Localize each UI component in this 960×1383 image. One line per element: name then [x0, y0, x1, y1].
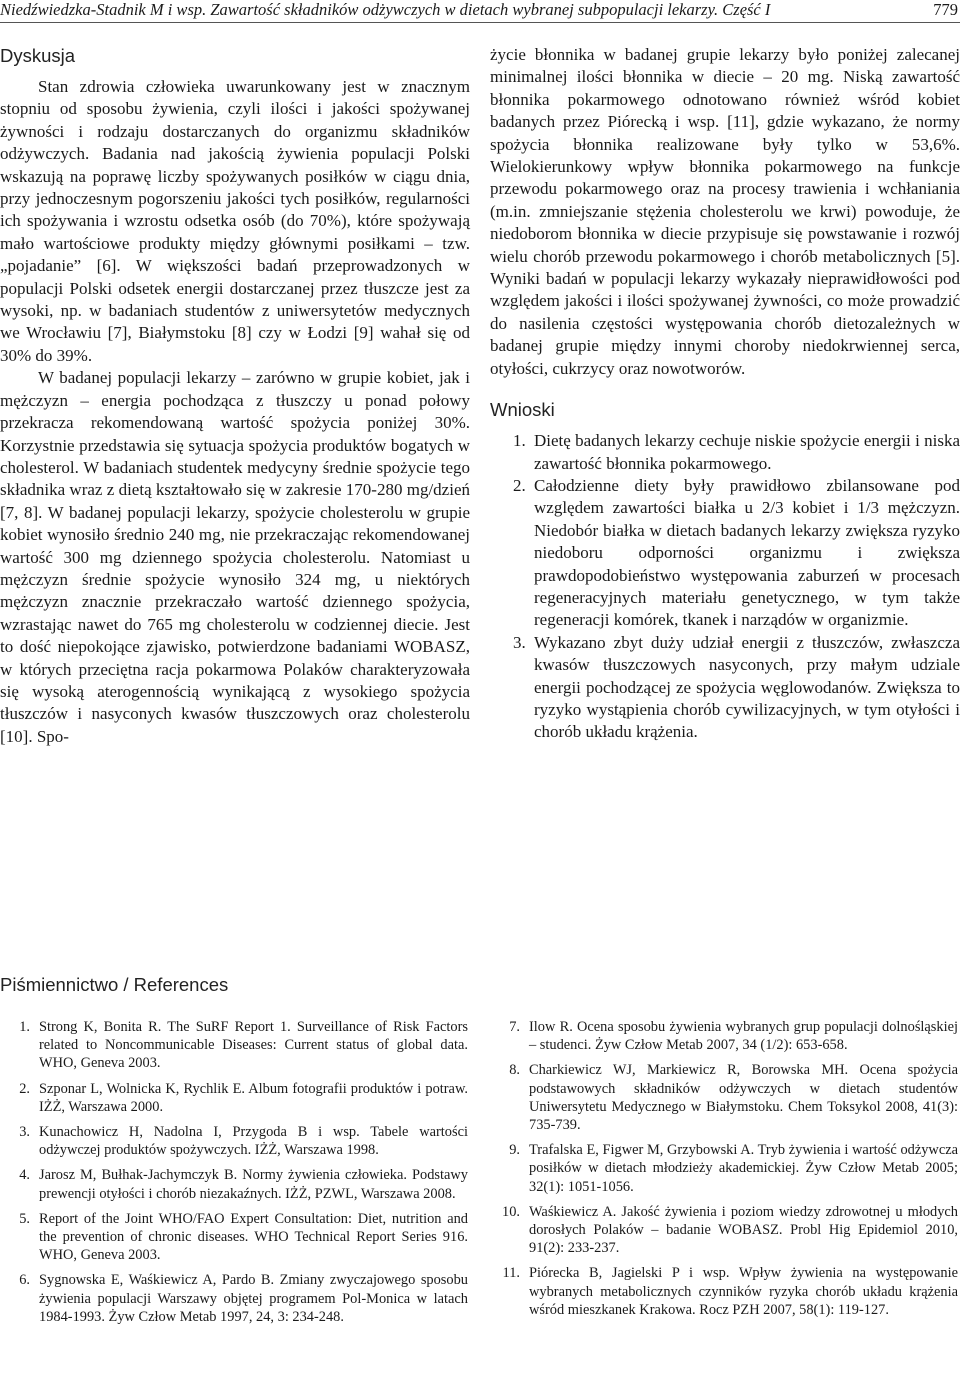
reference-item [6, 1271, 468, 1326]
running-header [0, 0, 960, 22]
reference-number: 1. [19, 1019, 30, 1035]
left-column [0, 44, 470, 748]
reference-number: 4. [19, 1167, 30, 1184]
reference-number: 10. [502, 1203, 520, 1220]
page-number: 779 [933, 0, 958, 19]
references-heading: Piśmiennictwo / References [0, 974, 229, 995]
right-column [490, 44, 960, 744]
reference-text: Sygnowska E, Waśkiewicz A, Pardo B. Zmiany zwyczajowego sposobu żywienia populacji Warszawy objętej programem Pol-Monica w latach 1984-1993. Żyw Człow Metab 1997, 24, 3: 234-248. [39, 1272, 468, 1325]
reference-item [496, 1203, 958, 1258]
reference-text: Piórecka B, Jagielski P i wsp. Wpływ żywienia na występowanie wybranych metabolicznych czynników ryzyka chorób układu krążenia wśród mieszkanek Krakowa. Rocz PZH 2007, 58(1): 119-127. [529, 1265, 958, 1318]
reference-text: Jarosz M, Bułhak-Jachymczyk B. Normy żywienia człowieka. Podstawy prewencji otyłości i chorób niezakaźnych. IŻŻ, PZWL, Warszawa 2008. [39, 1167, 468, 1202]
references-left-column [6, 1018, 468, 1333]
discussion-paragraph: W badanej populacji lekarzy – zarówno w grupie kobiet, jak i mężczyzn – energia pochodząca z tłuszczy u ponad połowy przekracza rekomendowaną wartość spożycia poniżej 30%. Korzystnie przedstawia się sytuacja spożycia produktów bogatych w cholesterol. W badaniach studentek medycyny średnie spożycie tego składnika wraz z dietą kształtowało się w zakresie 170-280 mg/dzień [7, 8]. W badanej populacji lekarzy, spożycie cholesterolu w grupie kobiet wynosiło średnio 240 mg, nie przekraczając rekomendowanej wartość 300 mg dziennego spożycia cholesterolu. Natomiast u mężczyzn średnie spożycie wynosiło 324 mg, u niektórych mężczyzn znacznie przekraczało wartość dziennego spożycia, wzrastając nawet do 765 mg cholesterolu w codziennej diecie. Jest to dość niepokojące zjawisko, potwierdzone badaniami WOBASZ, w których przeciętna racja pokarmowa Polaków charakteryzowała się wysoką aterogennością wynikającą z wysokiego spożycia tłuszczów i nasyconych kwasów tłuszczowych oraz cholesterolu [10]. Spo- [0, 368, 470, 746]
reference-number: 5. [19, 1210, 30, 1227]
reference-number: 6. [19, 1272, 30, 1289]
conclusion-item: 3. Wykazano zbyt duży udział energii z tłuszczów, zwłaszcza kwasów tłuszczowych nasyconych, przy małym udziale energii pochodzącej ze spożycia węglowodanów. Zwiększa to ryzyko wystąpienia chorób cywilizacyjnych, w tym otyłości i chorób układu krążenia. [530, 632, 960, 744]
reference-number: 3. [19, 1124, 30, 1141]
reference-number: 9. [509, 1142, 520, 1159]
discussion-paragraph: Stan zdrowia człowieka uwarunkowany jest w znacznym stopniu od sposobu żywienia, czyli ilości i jakości spożywanej żywności i rodzaju dostarczanych do organizmu składników odżywczych. Badania nad jakością żywienia populacji Polski wskazują na poprawę liczby spożywanych posiłków w ciągu dnia, przy jednoczesnym pogorszeniu jakości tych posiłków, regularności ich spożywania i wzrostu odsetka osób (do 70%), które spożywają mało wartościowe produkty między głównymi posiłkami – tzw. „pojadanie” [6]. W większości badań przeprowadzonych w populacji Polski odsetek energii dostarczanej przez tłuszcze jest za wysoki, np. w badaniach studentów z uniwersytetów medycznych we Wrocławiu [7], Białymstoku [8] czy w Łodzi [9] wahał się od 30% do 39%. [0, 77, 470, 365]
reference-item [496, 1061, 958, 1134]
reference-number: 2. [19, 1080, 30, 1097]
reference-text: Kunachowicz H, Nadolna I, Przygoda B i wsp. Tabele wartości odżywczej produktów spożywczych. IŻŻ, Warszawa 1998. [39, 1124, 468, 1159]
reference-item [6, 1166, 468, 1202]
reference-item [6, 1018, 468, 1073]
reference-item [496, 1141, 958, 1196]
references-right-column [496, 1018, 958, 1326]
conclusions-heading: Wnioski [490, 399, 555, 421]
reference-text: Report of the Joint WHO/FAO Expert Consultation: Diet, nutrition and the prevention of chronic diseases. WHO Technical Report Series 916. WHO, Geneva 2003. [39, 1210, 468, 1264]
conclusions-list [490, 430, 960, 744]
discussion-paragraph: życie błonnika w badanej grupie lekarzy było poniżej zalecanej minimalnej ilości błonnika w diecie – 20 mg. Niską zawartość błonnika pokarmowego odnotowano również wśród kobiet badanych przez Piórecką i wsp. [11], gdzie wykazano, że normy spożycia błonnika realizowane były tylko w 53,6%. Wielokierunkowy wpływ błonnika pokarmowego na funkcje przewodu pokarmowego oraz na procesy trawienia i wchłaniania (m.in. zmniejszanie stężenia cholesterolu we krwi) powoduje, że niedoborom błonnika w diecie przypisuje się powstawanie i rozwój wielu chorób przewodu pokarmowego i chorób metabolicznych [5]. Wyniki badań w populacji lekarzy wykazały nieprawidłowości pod względem jakości i ilości spożywanej żywności, co może prowadzić do nasilenia częstości występowania chorób dietozależnych w badanej grupie między innymi choroby niedokrwiennej serca, otyłości, cukrzycy oraz nowotworów. [490, 45, 960, 378]
reference-number: 7. [509, 1019, 520, 1035]
reference-item [496, 1264, 958, 1319]
reference-text: Charkiewicz WJ, Markiewicz R, Borowska MH. Ocena spożycia podstawowych składników odżywczych w dietach studentów Uniwersytetu Medycznego w Białymstoku. Chem Toksykol 2008, 41(3): 735-739. [529, 1062, 958, 1134]
reference-item [496, 1018, 958, 1054]
reference-item [6, 1123, 468, 1159]
reference-number: 11. [502, 1265, 520, 1282]
reference-text: Ilow R. Ocena sposobu żywienia wybranych grup populacji dolnośląskiej – studenci. Żyw Człow Metab 2007, 34 (1/2): 653-658. [529, 1019, 958, 1054]
reference-text: Waśkiewicz A. Jakość żywienia i poziom wiedzy zdrowotnej u młodych dorosłych Polaków – badanie WOBASZ. Probl Hig Epidemiol 2010, 91(2): 233-237. [529, 1203, 958, 1257]
conclusion-item: 1. Dietę badanych lekarzy cechuje niskie spożycie energii i niska zawartość błonnika pokarmowego. [530, 430, 960, 475]
reference-item [6, 1210, 468, 1265]
conclusion-item: 2. Całodzienne diety były prawidłowo zbilansowane pod względem zawartości białka u 2/3 kobiet i 1/3 mężczyzn. Niedobór białka w dietach badanych lekarzy zwiększa ryzyko niedoboru odporności organizmu i zwiększa prawdopodobieństwo występowania zaburzeń w procesach regeneracyjnych materiału genetycznego, w tym także regeneracji komórek, tkanek i narządów w organizmie. [530, 475, 960, 632]
reference-text: Trafalska E, Figwer M, Grzybowski A. Tryb żywienia i wartość odżywcza posiłków w dietach młodzieży akademickiej. Żyw Człow Metab 2005; 32(1): 1051-1056. [529, 1142, 958, 1195]
header-rule [0, 22, 960, 23]
discussion-heading: Dyskusja [0, 45, 76, 66]
reference-text: Strong K, Bonita R. The SuRF Report 1. Surveillance of Risk Factors related to Noncommunicable Diseases: Current status of global data. WHO, Geneva 2003. [39, 1019, 468, 1072]
reference-number: 8. [509, 1062, 520, 1079]
reference-item [6, 1080, 468, 1116]
running-title: Niedźwiedzka-Stadnik M i wsp. Zawartość składników odżywczych w dietach wybranej subpopulacji lekarzy. Część I [0, 0, 771, 19]
reference-text: Szponar L, Wolnicka K, Rychlik E. Album fotografii produktów i potraw. IŻŻ, Warszawa 2000. [39, 1080, 468, 1115]
